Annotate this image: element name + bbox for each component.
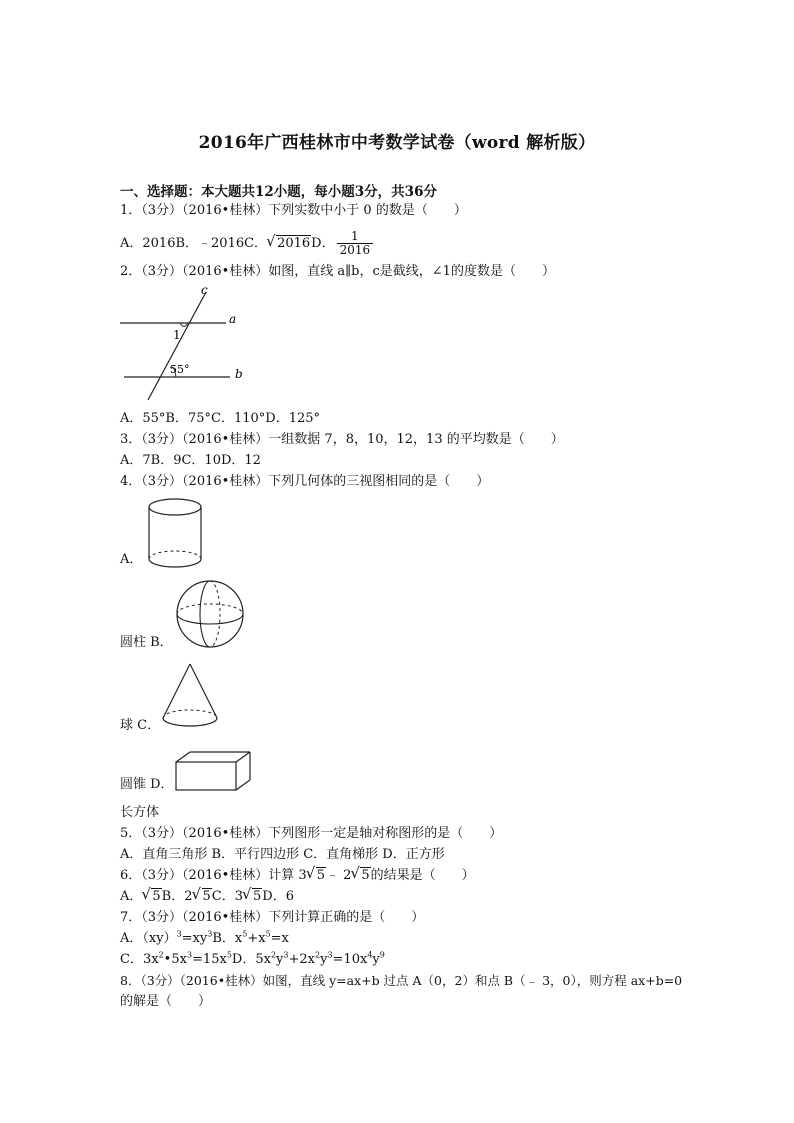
q3-options: A．7B．9C．10D．12: [120, 453, 261, 468]
q7-b-mid: +x: [247, 931, 266, 946]
q5-stem: 5．（3分）（2016•桂林）下列图形一定是轴对称图形的是（ ）: [120, 826, 503, 841]
q6-stem-c: 的结果是（ ）: [370, 868, 475, 883]
q7-c-mid: •5x: [163, 952, 187, 967]
q1-sqrt-radicand: 2016: [277, 236, 311, 251]
q6-opt-a-rad: 5: [152, 889, 161, 904]
q7-d-exp5: 4: [367, 950, 373, 960]
q4-stem: 4．（3分）（2016•桂林）下列几何体的三视图相同的是（ ）: [120, 474, 490, 489]
q1-options-ab: A．2016B．﹣2016C．: [120, 236, 268, 251]
q1-sqrt-option: [267, 236, 311, 252]
q4-label-c: 球 C．: [120, 718, 161, 733]
q7-d-exp6: 9: [379, 950, 385, 960]
q4-label-end: 长方体: [120, 805, 160, 820]
q7-options-ab: [120, 931, 289, 947]
q7-b-exp2: 5: [265, 929, 271, 939]
q7-c-exp3: 5: [226, 950, 232, 960]
q6-rad-1: 5: [316, 868, 325, 883]
q2-parallel-lines-figure: [118, 282, 248, 404]
line-c: [148, 292, 206, 400]
q7-d-exp1: 2: [270, 950, 277, 960]
q6-opt-a-sqrt: [142, 889, 161, 905]
q7-b-exp1: 5: [242, 929, 248, 939]
q7-c-rhs: =15x: [192, 952, 227, 967]
q7-a: A．（xy）: [120, 931, 177, 946]
q7-d-y3: y: [372, 952, 380, 967]
q7-d-mid: +2x: [288, 952, 315, 967]
cone-figure: [160, 662, 220, 732]
q7-a-exp: 3: [176, 929, 182, 939]
q6-stem-a: 6．（3分）（2016•桂林）计算 3: [120, 868, 307, 883]
q6-opt-b-rad: 5: [202, 889, 211, 904]
q6-opt-d: D．6: [262, 889, 294, 904]
q2-options: A．55°B．75°C．110°D．125°: [120, 411, 321, 426]
q1-option-d: D．: [311, 236, 335, 251]
q6-opt-b-sqrt: [193, 889, 212, 905]
q2-stem: 2．（3分）（2016•桂林）如图，直线 a∥b，c是截线，∠1的度数是（ ）: [120, 264, 555, 279]
q6-opt-a: A．: [120, 889, 143, 904]
q6-rad-2: 5: [361, 868, 370, 883]
q7-d-exp2: 3: [283, 950, 289, 960]
q5-options: A．直角三角形 B．平行四边形 C．直角梯形 D．正方形: [120, 847, 445, 862]
q6-sqrt-2: [351, 868, 370, 884]
q4-label-a: A．: [120, 552, 143, 567]
label-55: 55°: [170, 363, 190, 376]
q7-d-exp3: 2: [314, 950, 321, 960]
label-1: 1: [173, 328, 181, 342]
q7-c-exp2: 3: [186, 950, 193, 960]
q1-fraction: [337, 230, 374, 257]
label-c: c: [201, 283, 208, 297]
q1-frac-den: 2016: [339, 243, 371, 257]
q7-stem: 7．（3分）（2016•桂林）下列计算正确的是（ ）: [120, 910, 425, 925]
q7-b-rhs: =x: [270, 931, 289, 946]
q7-a-rhs: =xy: [181, 931, 208, 946]
q6-opt-c-rad: 5: [253, 889, 262, 904]
label-b: b: [235, 367, 243, 381]
q6-stem: [120, 868, 475, 884]
q8-stem-2: 的解是（ ）: [120, 994, 212, 1009]
section-heading: 一、选择题：本大题共12小题，每小题3分，共36分: [120, 184, 437, 200]
cuboid-figure: [174, 750, 254, 792]
q7-c-exp1: 2: [158, 950, 164, 960]
q1-stem: 1．（3分）（2016•桂林）下列实数中小于 0 的数是（ ）: [120, 203, 467, 218]
q7-c: C．3x: [120, 952, 159, 967]
q7-d: D．5x: [231, 952, 271, 967]
q7-d-rhs: =10x: [332, 952, 368, 967]
q6-stem-b: ﹣ 2: [325, 868, 352, 883]
page-title: 2016年广西桂林市中考数学试卷（word 解析版）: [198, 133, 596, 153]
sphere-figure: [175, 579, 245, 649]
q6-opt-c-sqrt: [243, 889, 262, 905]
q7-options-cd: [120, 952, 385, 968]
q7-d-y2: y: [320, 952, 328, 967]
q8-stem: 8．（3分）（2016•桂林）如图，直线 y=ax+b 过点 A（0，2）和点 B（﹣ 3，0），则方程 ax+b=0: [120, 973, 683, 988]
cylinder-figure: [146, 497, 204, 571]
q7-a-rhs-exp: 3: [207, 929, 213, 939]
q6-opt-b: B．2: [161, 889, 193, 904]
q1-options: [120, 230, 373, 257]
q6-options: [120, 889, 294, 905]
q3-stem: 3．（3分）（2016•桂林）一组数据 7，8，10，12，13 的平均数是（ ）: [120, 432, 564, 447]
q7-d-y: y: [276, 952, 284, 967]
q7-d-exp4: 3: [327, 950, 333, 960]
q6-opt-c: C．3: [211, 889, 243, 904]
q4-label-b: 圆柱 B．: [120, 635, 173, 650]
q1-frac-num: 1: [337, 230, 374, 244]
label-a: a: [229, 312, 237, 326]
q4-label-d: 圆锥 D．: [120, 777, 174, 792]
q6-sqrt-1: [307, 868, 326, 884]
q7-b: B．x: [212, 931, 243, 946]
